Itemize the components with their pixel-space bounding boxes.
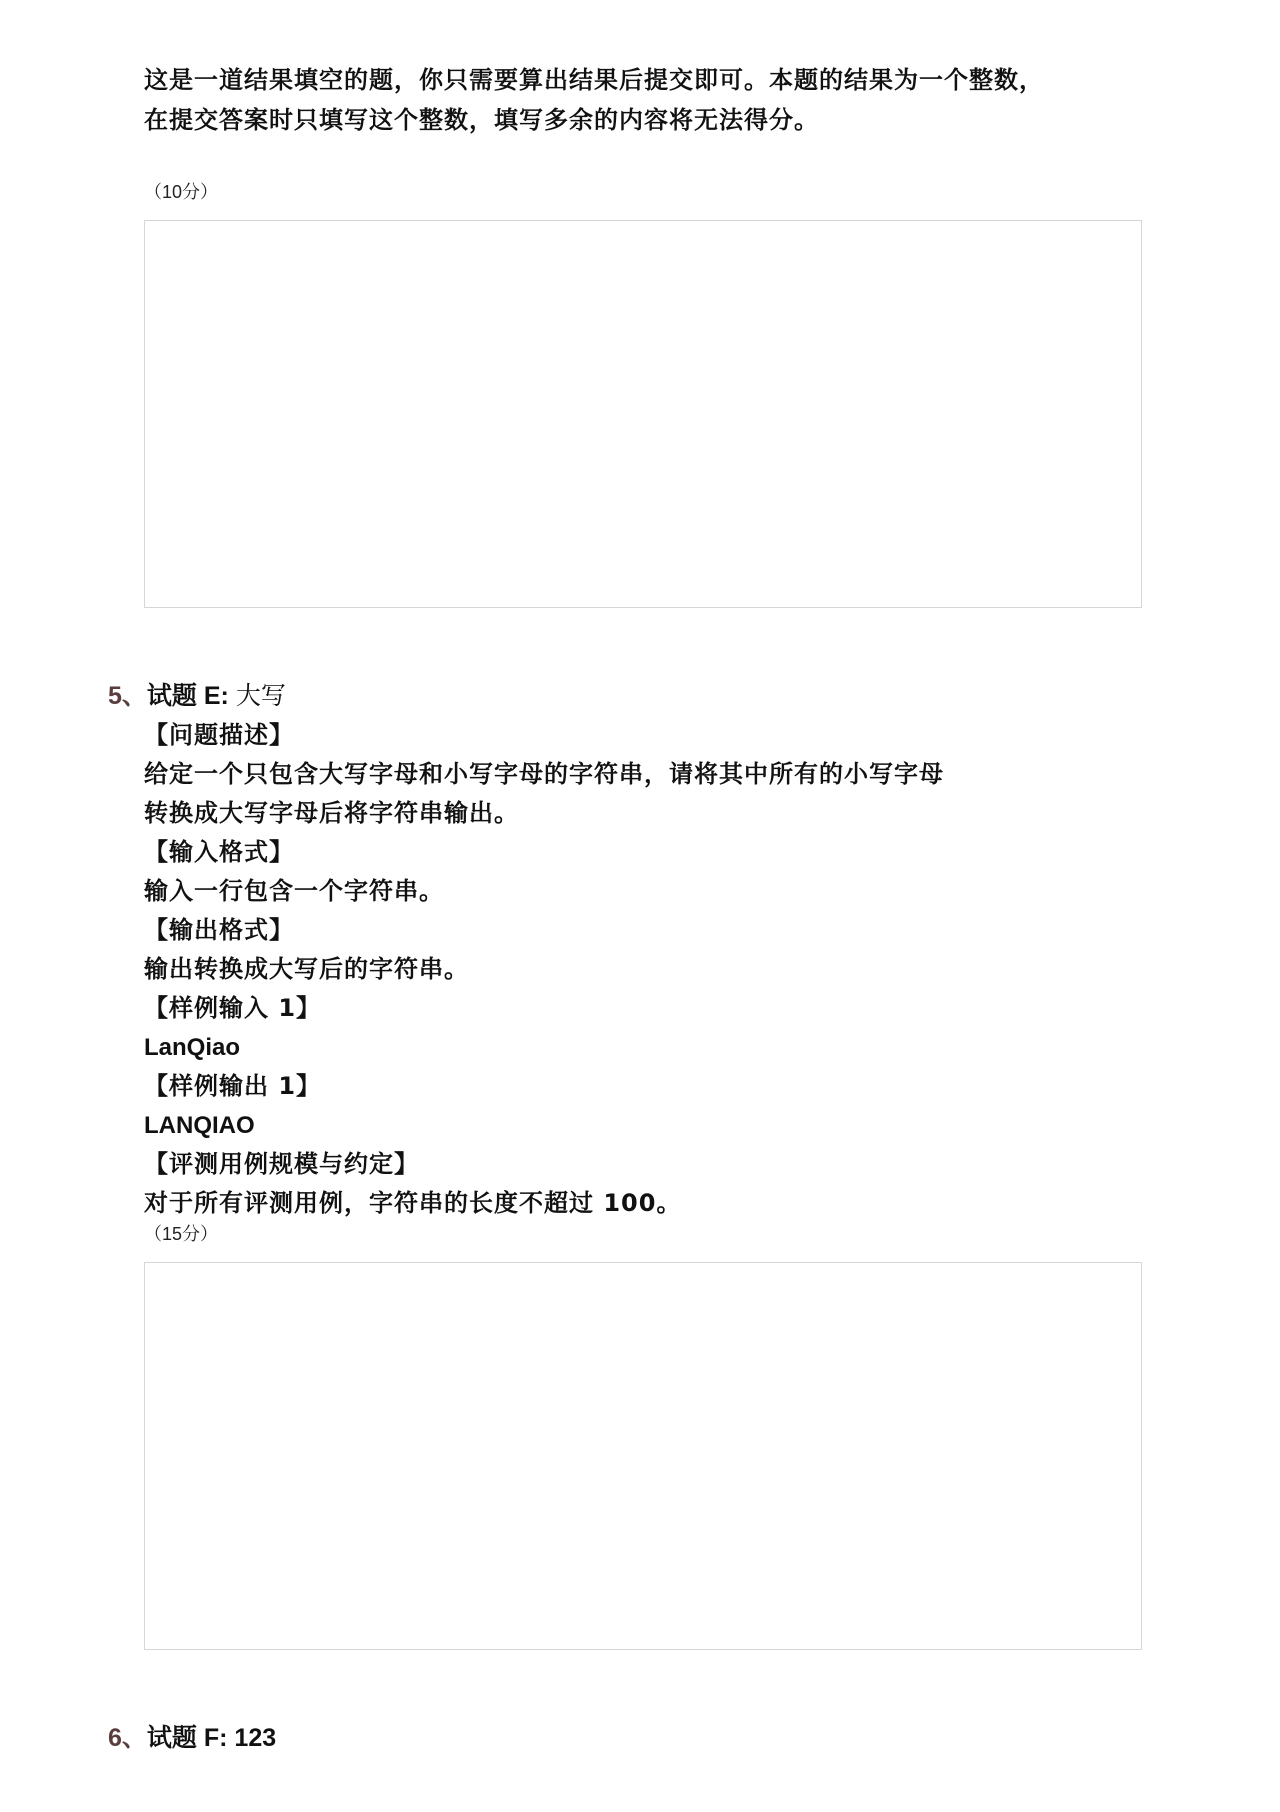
intro-line-2: 在提交答案时只填写这个整数，填写多余的内容将无法得分。 [144, 106, 819, 134]
question-5-body [144, 716, 1144, 1223]
question-4-description [144, 60, 1144, 140]
question-5-name: 大写 [235, 681, 286, 710]
problem-text-line-2: 转换成大写字母后将字符串输出。 [144, 799, 519, 827]
constraints-text: 对于所有评测用例，字符串的长度不超过 100。 [144, 1189, 682, 1217]
question-6-label: 试题 F: 123 [146, 1724, 277, 1752]
question-5-score: （15分） [144, 1224, 219, 1244]
section-heading-sample-output: 【样例输出 1】 [144, 1072, 322, 1100]
question-6-separator: 、 [121, 1724, 147, 1752]
section-heading-problem: 【问题描述】 [144, 721, 294, 749]
sample-input-value: LanQiao [144, 1034, 241, 1061]
question-4-score: （10分） [144, 182, 219, 202]
section-heading-sample-input: 【样例输入 1】 [144, 994, 322, 1022]
section-heading-output: 【输出格式】 [144, 916, 294, 944]
problem-text-line-1: 给定一个只包含大写字母和小写字母的字符串，请将其中所有的小写字母 [144, 760, 944, 788]
question-6-title [108, 1718, 276, 1754]
section-heading-input: 【输入格式】 [144, 838, 294, 866]
sample-output-value: LANQIAO [144, 1112, 255, 1139]
intro-line-1: 这是一道结果填空的题，你只需要算出结果后提交即可。本题的结果为一个整数， [144, 66, 1044, 94]
question-4-answer-input[interactable] [144, 220, 1142, 608]
input-format-text: 输入一行包含一个字符串。 [144, 877, 444, 905]
question-5-title [108, 676, 286, 712]
output-format-text: 输出转换成大写后的字符串。 [144, 955, 469, 983]
section-heading-constraints: 【评测用例规模与约定】 [144, 1150, 419, 1178]
question-5-separator: 、 [121, 682, 147, 710]
question-6-number: 6 [108, 1724, 122, 1752]
question-5-answer-input[interactable] [144, 1262, 1142, 1650]
question-5-number: 5 [108, 682, 122, 710]
question-5-label: 试题 E: [146, 682, 229, 710]
